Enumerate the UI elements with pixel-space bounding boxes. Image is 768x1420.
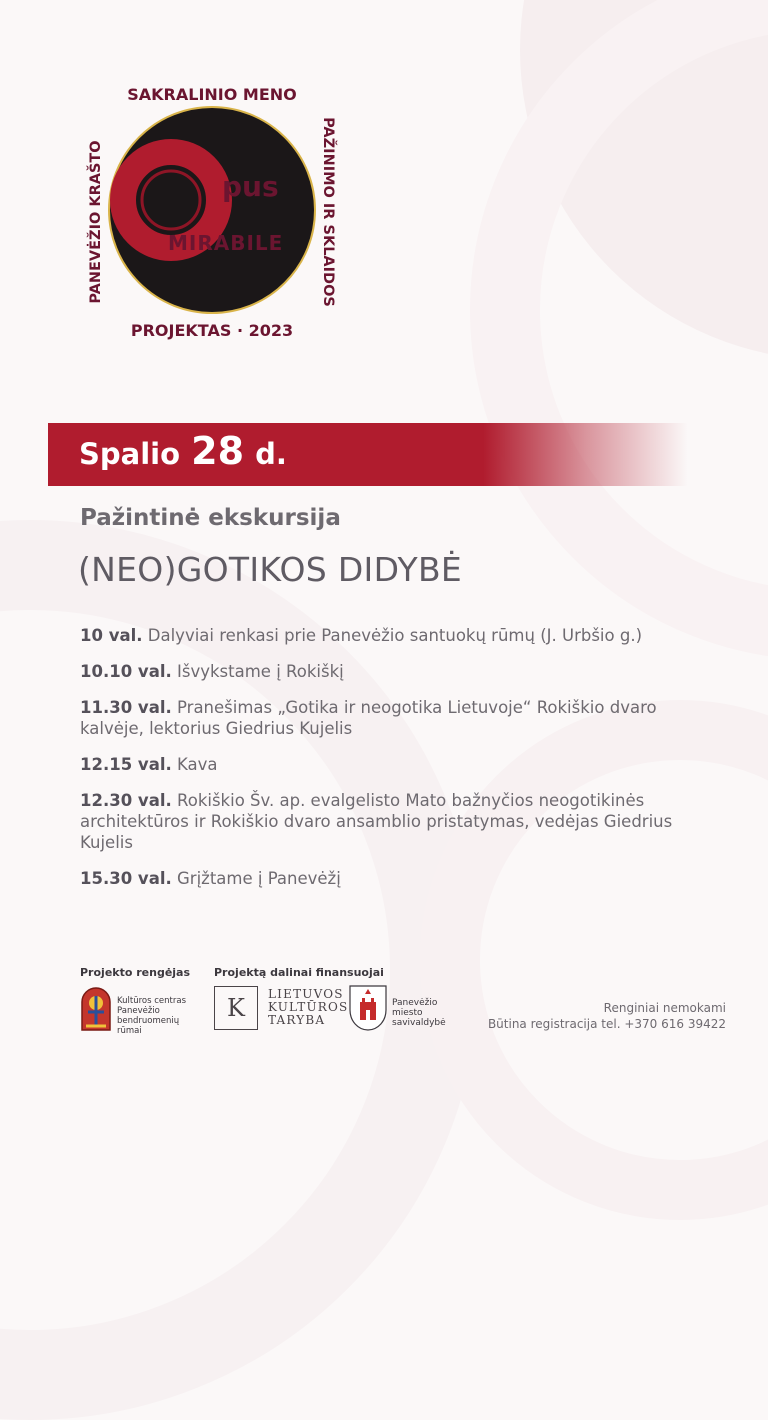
city-logo (348, 984, 458, 1034)
city-name-line: savivaldybė (392, 1018, 446, 1028)
schedule-item (80, 661, 700, 682)
organizer-logo (80, 986, 210, 1036)
event-date (79, 429, 287, 473)
ltc-name-line: KULTŪROS (268, 1000, 349, 1014)
background-ring (470, 0, 768, 660)
date-day: 28 (191, 429, 245, 473)
logo-bottom-text: PROJEKTAS · 2023 (130, 321, 294, 340)
schedule-text: Dalyviai renkasi prie Panevėžio santuokų rūmų (J. Urbšio g.) (147, 626, 642, 645)
schedule-time: 10.10 val. (80, 662, 172, 681)
schedule-text: Pranešimas „Gotika ir neogotika Lietuvoje“ Rokiškio dvaro kalvėje, lektorius Giedrius Kujelis (80, 698, 657, 738)
logo-word-mirabile: MIRABILE (168, 231, 284, 255)
date-suffix: d. (255, 437, 287, 471)
schedule-time: 12.15 val. (80, 755, 172, 774)
cultural-centre-emblem-icon (80, 986, 112, 1032)
logo-left-text: PANEVĖŽIO KRAŠTO (88, 140, 104, 304)
ltc-name-line: LIETUVOS (268, 987, 344, 1001)
schedule-time: 11.30 val. (80, 698, 172, 717)
schedule-item (80, 754, 700, 775)
event-subtitle: Pažintinė ekskursija (80, 505, 341, 531)
schedule-item (80, 868, 700, 889)
organizer-name-line: Panevėžio (117, 1006, 160, 1016)
funder-label: Projektą dalinai finansuojai (214, 966, 384, 979)
date-banner (48, 423, 688, 486)
schedule-list (80, 625, 700, 904)
logo-right-text: PAŽINIMO IR SKLAIDOS (320, 117, 336, 307)
date-month: Spalio (79, 437, 181, 471)
city-name-line: Panevėžio (392, 998, 438, 1008)
schedule-item (80, 790, 700, 853)
schedule-item (80, 697, 700, 739)
schedule-text: Kava (177, 755, 218, 774)
ltc-letter-icon: K (214, 986, 258, 1030)
logo-top-text: SAKRALINIO MENO (127, 85, 297, 104)
logo-word-pus: pus (222, 170, 279, 203)
background-circle (520, 0, 768, 360)
organizer-name-line: rūmai (117, 1026, 142, 1036)
organizer-name-line: bendruomenių (117, 1016, 180, 1026)
schedule-text: Rokiškio Šv. ap. evalgelisto Mato bažnyčios neogotikinės architektūros ir Rokiškio dvaro ansamblio pristatymas, vedėjas Giedrius Kujelis (80, 791, 673, 852)
ltc-name-line: TARYBA (268, 1013, 326, 1027)
schedule-time: 10 val. (80, 626, 143, 645)
event-title: (NEO)GOTIKOS DIDYBĖ (78, 550, 463, 589)
organizer-label: Projekto rengėjas (80, 966, 191, 979)
schedule-text: Grįžtame į Panevėžį (177, 869, 341, 888)
registration-note: Būtina registracija tel. +370 616 39422 (487, 1017, 726, 1031)
opus-mirabile-logo (78, 72, 348, 344)
schedule-item (80, 625, 700, 646)
organizer-name-line: Kultūros centras (117, 996, 187, 1006)
schedule-time: 12.30 val. (80, 791, 172, 810)
ltc-logo (214, 986, 349, 1034)
schedule-time: 15.30 val. (80, 869, 172, 888)
schedule-text: Išvykstame į Rokiškį (177, 662, 344, 681)
city-coat-of-arms-icon (348, 984, 388, 1032)
city-name-line: miesto (392, 1008, 423, 1018)
free-events-note: Renginiai nemokami (603, 1001, 726, 1015)
